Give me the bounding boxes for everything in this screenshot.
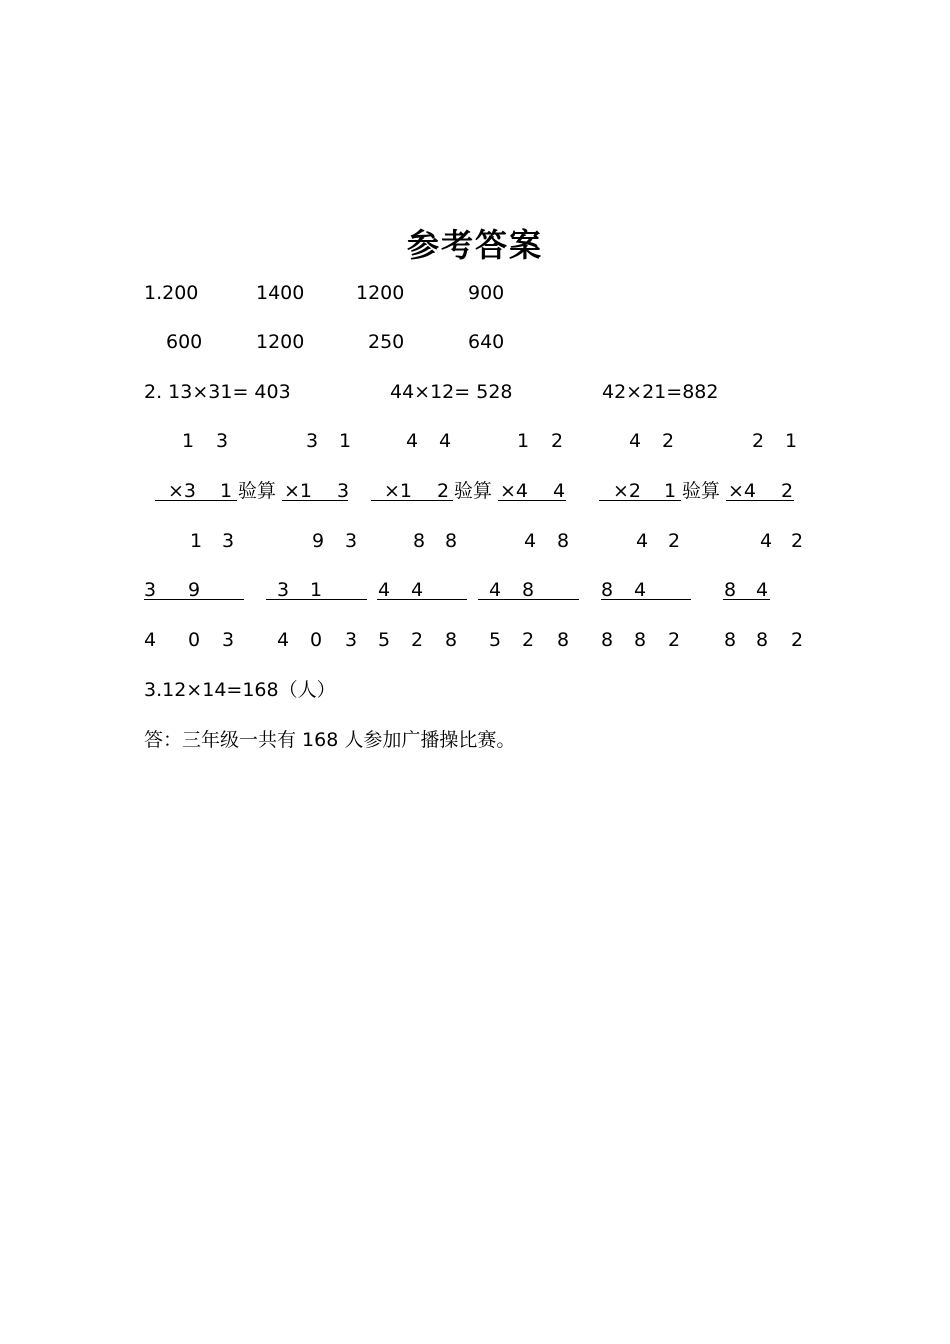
vertical-digit: 2 bbox=[790, 629, 804, 651]
q1-answer-1: 1.200 bbox=[144, 282, 199, 304]
vertical-digit: 8 bbox=[600, 579, 614, 601]
q1-answer-7: 250 bbox=[368, 331, 405, 353]
q1-answer-2: 1400 bbox=[256, 282, 305, 304]
vertical-digit: 1 bbox=[189, 530, 203, 552]
q3-answer: 答：三年级一共有 168 人参加广播操比赛。 bbox=[144, 729, 516, 751]
vertical-digit: 5 bbox=[377, 629, 391, 651]
q1-answer-8: 640 bbox=[468, 331, 505, 353]
vertical-digit: 3 bbox=[344, 629, 358, 651]
underline bbox=[498, 500, 566, 501]
vertical-digit: 8 bbox=[600, 629, 614, 651]
vertical-digit: 1 bbox=[784, 430, 798, 452]
vertical-digit: 9 bbox=[187, 579, 201, 601]
vertical-digit: 3 bbox=[221, 629, 235, 651]
vertical-digit: 0 bbox=[187, 629, 201, 651]
q3-equation: 3.12×14=168（人） bbox=[144, 679, 336, 701]
page-title: 参考答案 bbox=[406, 226, 543, 264]
q1-answer-6: 1200 bbox=[256, 331, 305, 353]
q2-equation-3: 42×21=882 bbox=[602, 381, 719, 403]
vertical-digit: 4 bbox=[755, 579, 769, 601]
vertical-digit: 4 bbox=[628, 430, 642, 452]
underline bbox=[723, 599, 770, 600]
vertical-digit: 1 bbox=[338, 430, 352, 452]
vertical-digit: 3 bbox=[215, 430, 229, 452]
multiplier: ×1 bbox=[384, 480, 413, 502]
vertical-digit: 1 bbox=[181, 430, 195, 452]
vertical-digit: 4 bbox=[635, 530, 649, 552]
vertical-digit: 3 bbox=[221, 530, 235, 552]
vertical-digit: 4 bbox=[523, 530, 537, 552]
vertical-digit: 4 bbox=[405, 430, 419, 452]
underline bbox=[371, 500, 453, 501]
underline bbox=[282, 500, 348, 501]
vertical-digit: 3 bbox=[344, 530, 358, 552]
underline bbox=[478, 599, 579, 600]
q1-answer-3: 1200 bbox=[356, 282, 405, 304]
vertical-digit: 2 bbox=[661, 430, 675, 452]
vertical-digit: 4 bbox=[410, 579, 424, 601]
vertical-digit: 8 bbox=[723, 579, 737, 601]
vertical-digit: 1 bbox=[516, 430, 530, 452]
vertical-digit: 5 bbox=[488, 629, 502, 651]
check-label: 验算 bbox=[238, 480, 277, 502]
vertical-digit: 2 bbox=[780, 480, 794, 502]
vertical-digit: 8 bbox=[723, 629, 737, 651]
vertical-digit: 3 bbox=[305, 430, 319, 452]
vertical-digit: 2 bbox=[667, 530, 681, 552]
vertical-digit: 2 bbox=[521, 629, 535, 651]
vertical-digit: 4 bbox=[552, 480, 566, 502]
vertical-digit: 8 bbox=[444, 629, 458, 651]
multiplier: ×2 bbox=[613, 480, 642, 502]
multiplier: ×1 bbox=[284, 480, 313, 502]
underline bbox=[601, 599, 691, 600]
q1-answer-5: 600 bbox=[166, 331, 203, 353]
vertical-digit: 4 bbox=[759, 530, 773, 552]
check-label: 验算 bbox=[454, 480, 493, 502]
vertical-digit: 8 bbox=[633, 629, 647, 651]
vertical-digit: 8 bbox=[412, 530, 426, 552]
vertical-digit: 4 bbox=[438, 430, 452, 452]
vertical-digit: 4 bbox=[143, 629, 157, 651]
vertical-digit: 3 bbox=[276, 579, 290, 601]
vertical-digit: 2 bbox=[790, 530, 804, 552]
vertical-digit: 4 bbox=[488, 579, 502, 601]
vertical-digit: 3 bbox=[143, 579, 157, 601]
vertical-digit: 8 bbox=[444, 530, 458, 552]
vertical-digit: 4 bbox=[276, 629, 290, 651]
vertical-digit: 9 bbox=[311, 530, 325, 552]
vertical-digit: 4 bbox=[633, 579, 647, 601]
vertical-digit: 8 bbox=[556, 530, 570, 552]
vertical-digit: 4 bbox=[377, 579, 391, 601]
multiplier: ×4 bbox=[500, 480, 529, 502]
vertical-digit: 2 bbox=[667, 629, 681, 651]
vertical-digit: 1 bbox=[219, 480, 233, 502]
q1-answer-4: 900 bbox=[468, 282, 505, 304]
vertical-digit: 8 bbox=[755, 629, 769, 651]
underline bbox=[155, 500, 237, 501]
vertical-digit: 3 bbox=[336, 480, 350, 502]
underline bbox=[266, 599, 367, 600]
q2-equation-2: 44×12= 528 bbox=[390, 381, 513, 403]
q2-equation-1: 2. 13×31= 403 bbox=[144, 381, 291, 403]
multiplier: ×4 bbox=[728, 480, 757, 502]
check-label: 验算 bbox=[682, 480, 721, 502]
vertical-digit: 0 bbox=[309, 629, 323, 651]
multiplier: ×3 bbox=[168, 480, 197, 502]
underline bbox=[726, 500, 794, 501]
vertical-digit: 1 bbox=[663, 480, 677, 502]
vertical-digit: 2 bbox=[436, 480, 450, 502]
underline bbox=[377, 599, 467, 600]
vertical-digit: 1 bbox=[309, 579, 323, 601]
vertical-digit: 8 bbox=[556, 629, 570, 651]
vertical-digit: 8 bbox=[521, 579, 535, 601]
vertical-digit: 2 bbox=[410, 629, 424, 651]
underline bbox=[599, 500, 681, 501]
vertical-digit: 2 bbox=[550, 430, 564, 452]
vertical-digit: 2 bbox=[751, 430, 765, 452]
underline bbox=[144, 599, 244, 600]
